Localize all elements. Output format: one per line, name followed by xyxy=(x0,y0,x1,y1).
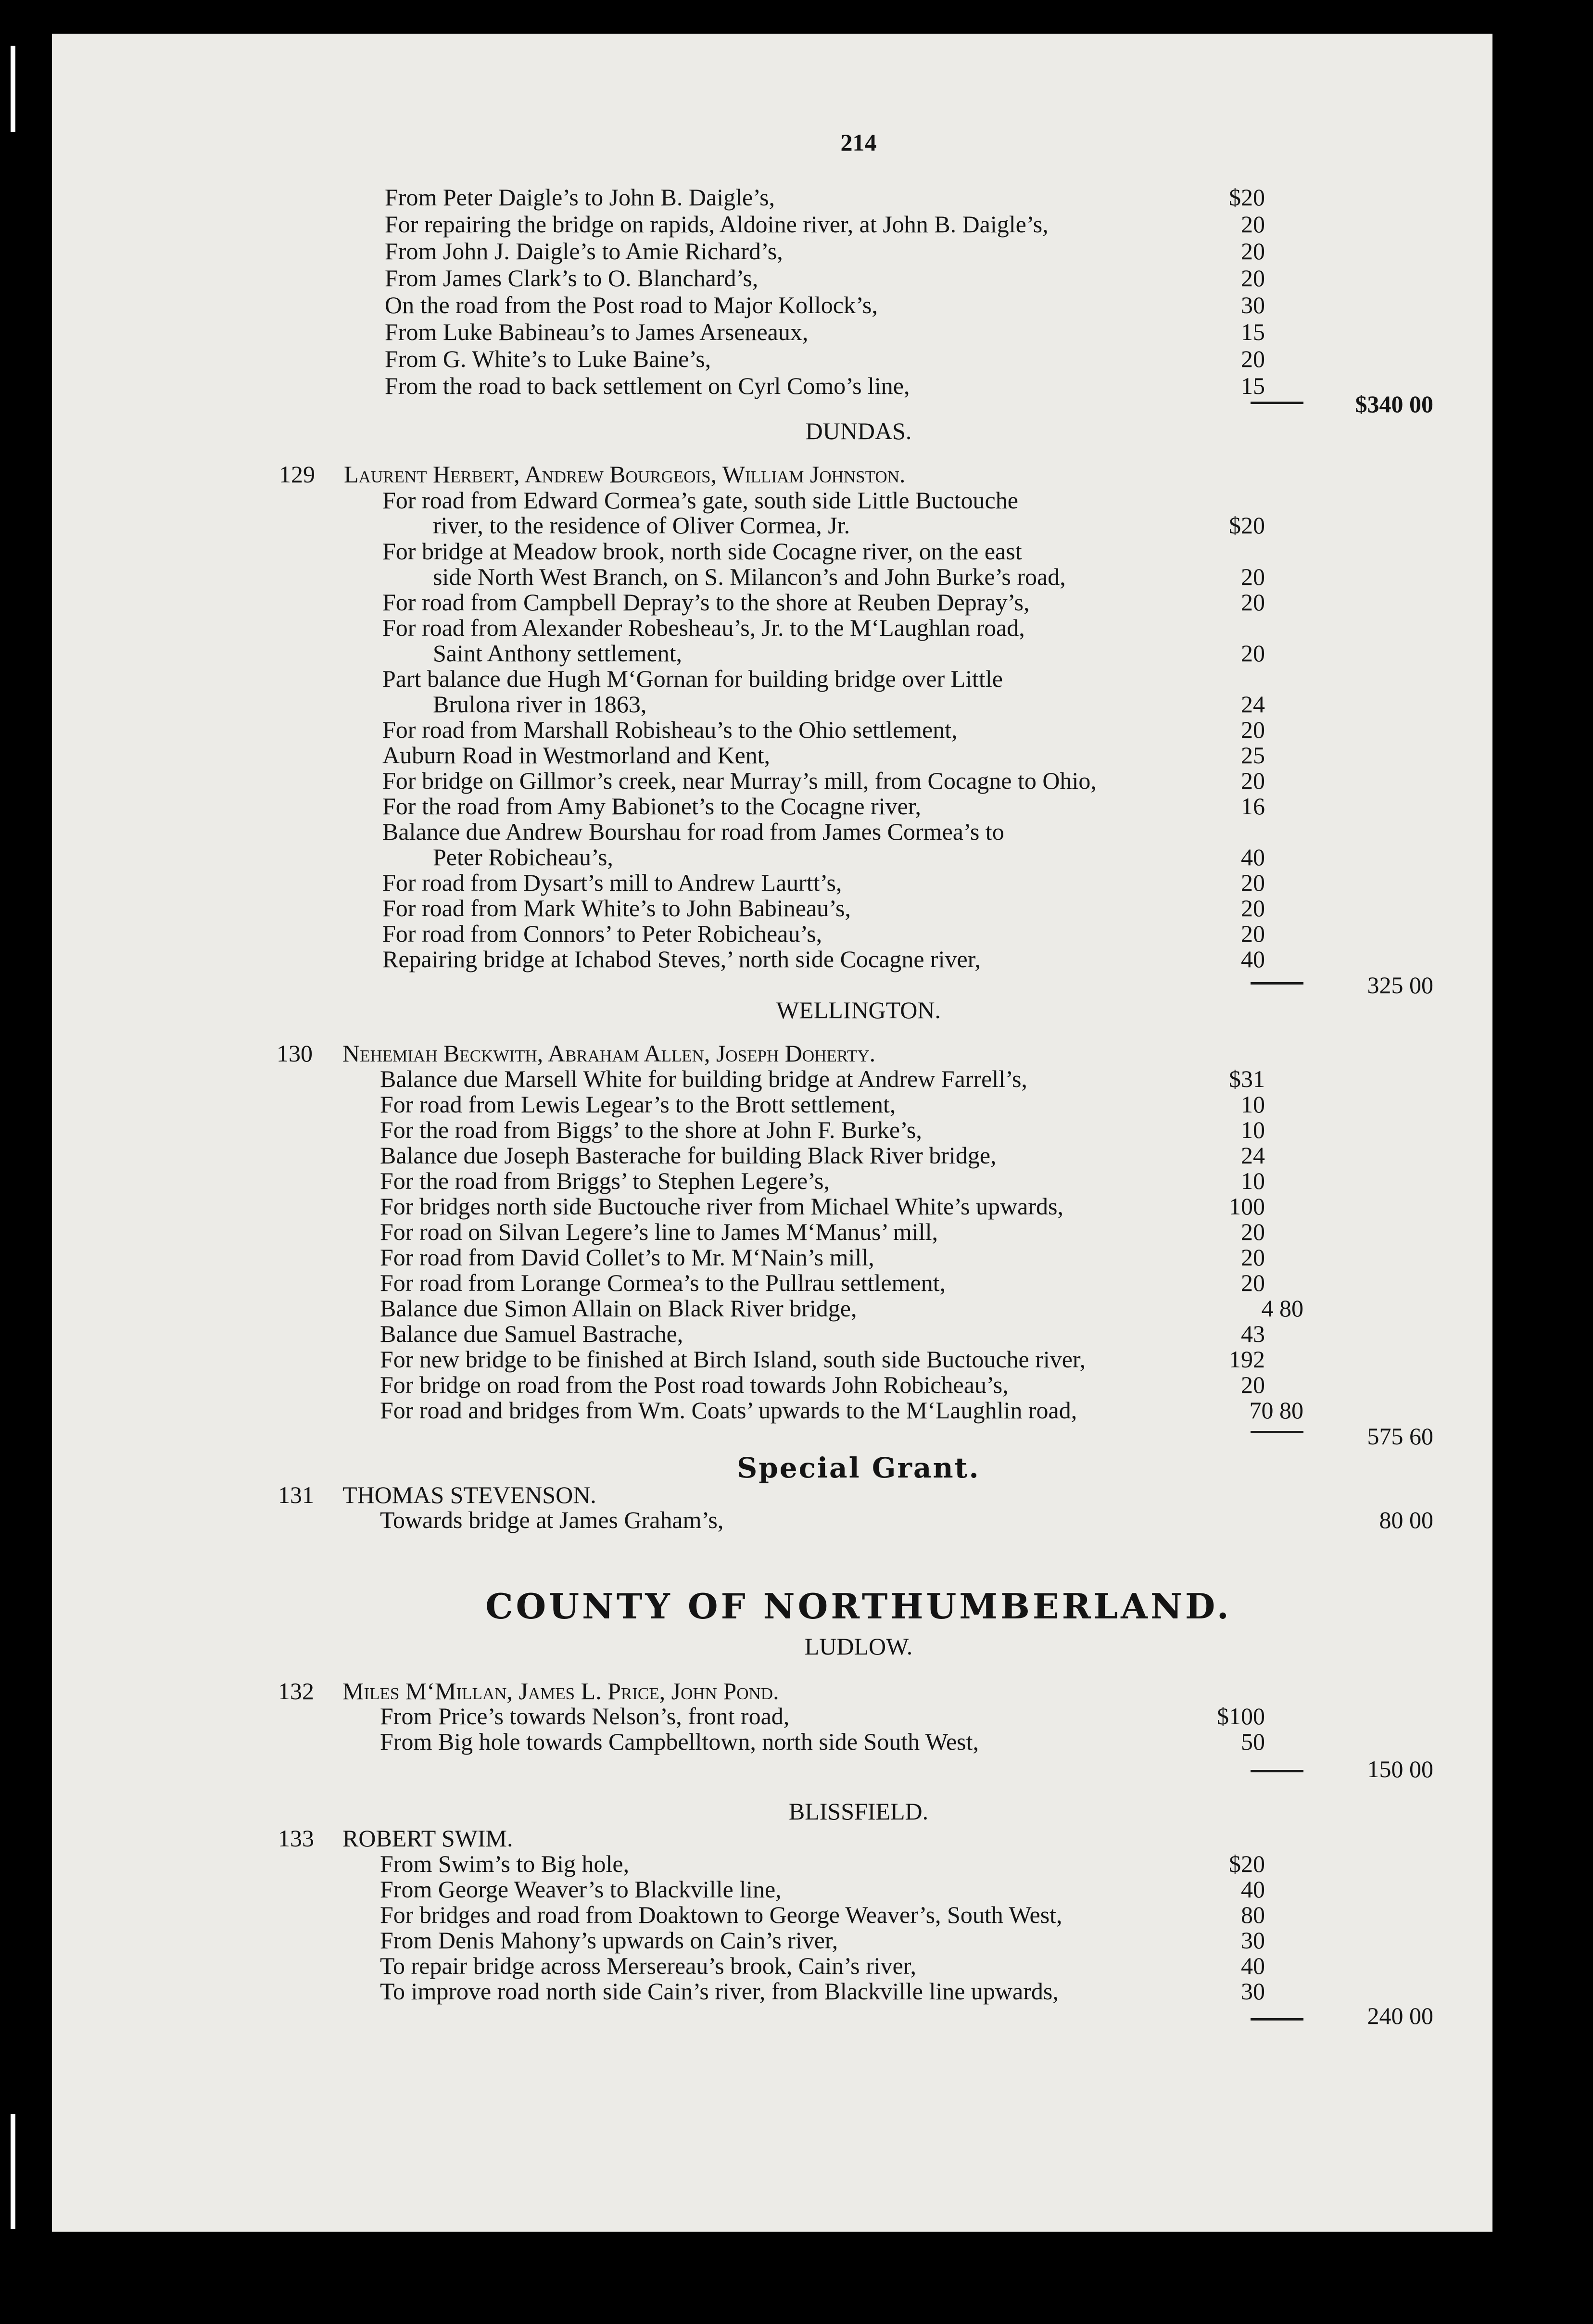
section-total: 325 00 xyxy=(1367,972,1433,998)
entry-amount: 43 xyxy=(1241,1320,1265,1347)
commissioners: ROBERT SWIM. xyxy=(342,1825,513,1852)
entry-amount: 20 xyxy=(1241,345,1265,372)
entry-text: For bridge at Meadow brook, north side Cocagne river, on the east xyxy=(382,538,1022,565)
entry-text: For new bridge to be finished at Birch Island, south side Buctouche river, xyxy=(380,1346,1086,1373)
entry-amount: 20 xyxy=(1241,1244,1265,1271)
entry-amount: 80 xyxy=(1241,1901,1265,1928)
entry-amount: $100 xyxy=(1217,1703,1265,1730)
section-total: 240 00 xyxy=(1367,2002,1433,2029)
entry-text: Balance due Simon Allain on Black River bridge, xyxy=(380,1295,857,1322)
entry-text: side North West Branch, on S. Milancon’s and John Burke’s road, xyxy=(433,563,1066,590)
entry-text: For road from Lewis Legear’s to the Brott settlement, xyxy=(380,1091,896,1118)
entry-amount: 20 xyxy=(1241,1218,1265,1245)
entry-amount: 20 xyxy=(1241,563,1265,590)
scan-edge-mark-bottom xyxy=(11,2114,15,2229)
entry-text: Balance due Samuel Bastrache, xyxy=(380,1320,683,1347)
entry-text: Repairing bridge at Ichabod Steves,’ north side Cocagne river, xyxy=(382,946,981,973)
entry-text: Towards bridge at James Graham’s, xyxy=(380,1506,724,1533)
entry-text: Balance due Marsell White for building bridge at Andrew Farrell’s, xyxy=(380,1065,1027,1092)
entry-text: For the road from Biggs’ to the shore at John F. Burke’s, xyxy=(380,1116,922,1143)
entry-text: For road from Mark White’s to John Babineau’s, xyxy=(382,895,851,922)
entry-text: For road from Dysart’s mill to Andrew Laurtt’s, xyxy=(382,869,842,896)
scan-edge-mark-top xyxy=(11,46,15,132)
section-total: $340 00 xyxy=(1355,391,1433,417)
entry-text: From Denis Mahony’s upwards on Cain’s river, xyxy=(380,1927,838,1954)
entry-text: Brulona river in 1863, xyxy=(433,691,647,718)
entry-text: For the road from Briggs’ to Stephen Legere’s, xyxy=(380,1167,830,1194)
entry-text: From Price’s towards Nelson’s, front road, xyxy=(380,1703,790,1730)
entry-text: To repair bridge across Mersereau’s brook, Cain’s river, xyxy=(380,1952,916,1979)
entry-amount: 20 xyxy=(1241,1269,1265,1296)
entry-text: For road from Marshall Robisheau’s to the Ohio settlement, xyxy=(382,716,958,743)
entry-text: On the road from the Post road to Major Kollock’s, xyxy=(385,291,878,318)
entry-amount: 20 xyxy=(1241,767,1265,794)
entry-amount: 10 xyxy=(1241,1167,1265,1194)
entry-amount: 20 xyxy=(1241,920,1265,947)
entry-text: For the road from Amy Babionet’s to the Cocagne river, xyxy=(382,793,921,820)
entry-text: From Big hole towards Campbelltown, north side South West, xyxy=(380,1728,979,1755)
section-total: 80 00 xyxy=(1379,1506,1433,1533)
commissioners: Miles M‘Millan, James L. Price, John Pond. xyxy=(342,1678,779,1705)
entry-text: Part balance due Hugh M‘Gornan for building bridge over Little xyxy=(382,665,1003,692)
commissioners: THOMAS STEVENSON. xyxy=(342,1481,596,1508)
entry-amount: 16 xyxy=(1241,793,1265,820)
entry-text: For road from David Collet’s to Mr. M‘Nain’s mill, xyxy=(380,1244,874,1271)
entry-amount: 30 xyxy=(1241,291,1265,318)
entry-text: Balance due Andrew Bourshau for road from James Cormea’s to xyxy=(382,818,1004,845)
entry-amount: 192 xyxy=(1229,1346,1265,1373)
entry-number: 129 xyxy=(279,461,315,488)
entry-text: For road on Silvan Legere’s line to James M‘Manus’ mill, xyxy=(380,1218,938,1245)
entry-amount: 15 xyxy=(1241,318,1265,345)
entry-amount: 20 xyxy=(1241,640,1265,667)
section-total: 150 00 xyxy=(1367,1756,1433,1782)
entry-text: Saint Anthony settlement, xyxy=(433,640,683,667)
entry-amount: 24 xyxy=(1241,691,1265,718)
entry-amount: 20 xyxy=(1241,265,1265,291)
section-total: 575 60 xyxy=(1367,1423,1433,1450)
section-heading-wellington: WELLINGTON. xyxy=(776,997,941,1023)
entry-amount: 25 xyxy=(1241,742,1265,769)
entry-amount: 10 xyxy=(1241,1091,1265,1118)
entry-text: From Swim’s to Big hole, xyxy=(380,1850,630,1877)
entry-number: 132 xyxy=(278,1678,314,1705)
entry-text: For road from Edward Cormea’s gate, south side Little Buctouche xyxy=(382,487,1018,514)
entry-amount: 20 xyxy=(1241,211,1265,238)
entry-amount: 40 xyxy=(1241,844,1265,871)
entry-text: Balance due Joseph Basterache for building Black River bridge, xyxy=(380,1142,997,1169)
entry-amount: 20 xyxy=(1241,1371,1265,1398)
entry-amount: 50 xyxy=(1241,1728,1265,1755)
section-heading-dundas: DUNDAS. xyxy=(805,417,912,444)
entry-text: From G. White’s to Luke Baine’s, xyxy=(385,345,711,372)
entry-amount: 20 xyxy=(1241,589,1265,616)
entry-text: river, to the residence of Oliver Cormea, Jr. xyxy=(433,512,850,539)
entry-amount: 15 xyxy=(1241,372,1265,399)
entry-amount: 30 xyxy=(1241,1978,1265,2005)
entry-text: For bridges north side Buctouche river from Michael White’s upwards, xyxy=(380,1193,1063,1220)
entry-text: From George Weaver’s to Blackville line, xyxy=(380,1876,782,1903)
entry-text: For road from Lorange Cormea’s to the Pullrau settlement, xyxy=(380,1269,946,1296)
subtotal-rule xyxy=(1251,1770,1303,1772)
entry-text: Auburn Road in Westmorland and Kent, xyxy=(382,742,771,769)
section-heading-ludlow: LUDLOW. xyxy=(804,1633,913,1660)
entry-text: For bridges and road from Doaktown to George Weaver’s, South West, xyxy=(380,1901,1062,1928)
entry-amount: 40 xyxy=(1241,1952,1265,1979)
entry-amount: 30 xyxy=(1241,1927,1265,1954)
subtotal-rule xyxy=(1251,402,1303,404)
entry-number: 131 xyxy=(278,1481,314,1508)
subtotal-rule xyxy=(1251,1431,1303,1433)
entry-text: For road from Campbell Depray’s to the shore at Reuben Depray’s, xyxy=(382,589,1030,616)
entry-text: From the road to back settlement on Cyrl Como’s line, xyxy=(385,372,910,399)
entry-amount: 10 xyxy=(1241,1116,1265,1143)
entry-text: Peter Robicheau’s, xyxy=(433,844,613,871)
entry-text: For road from Connors’ to Peter Robicheau’s, xyxy=(382,920,822,947)
page-number: 214 xyxy=(840,129,877,156)
subtotal-rule xyxy=(1251,2018,1303,2021)
entry-amount: 20 xyxy=(1241,238,1265,265)
subtotal-rule xyxy=(1251,982,1303,985)
commissioners: Laurent Herbert, Andrew Bourgeois, William Johnston. xyxy=(344,461,906,488)
entry-amount: 20 xyxy=(1241,895,1265,922)
entry-text: For road and bridges from Wm. Coats’ upwards to the M‘Laughlin road, xyxy=(380,1397,1077,1424)
entry-amount: $20 xyxy=(1229,1850,1265,1877)
commissioners: Nehemiah Beckwith, Abraham Allen, Joseph Doherty. xyxy=(342,1040,876,1067)
entry-number: 130 xyxy=(277,1040,313,1067)
entry-amount: 40 xyxy=(1241,1876,1265,1903)
entry-amount: 70 80 xyxy=(1249,1397,1303,1424)
entry-amount: $20 xyxy=(1229,512,1265,539)
entry-text: From James Clark’s to O. Blanchard’s, xyxy=(385,265,759,291)
entry-text: For bridge on Gillmor’s creek, near Murray’s mill, from Cocagne to Ohio, xyxy=(382,767,1097,794)
entry-amount: $20 xyxy=(1229,184,1265,211)
entry-text: For bridge on road from the Post road towards John Robicheau’s, xyxy=(380,1371,1009,1398)
entry-number: 133 xyxy=(278,1825,314,1852)
entry-amount: 24 xyxy=(1241,1142,1265,1169)
entry-text: For road from Alexander Robesheau’s, Jr. to the M‘Laughlan road, xyxy=(382,614,1025,641)
county-heading: COUNTY OF NORTHUMBERLAND. xyxy=(485,1586,1232,1627)
entry-amount: 20 xyxy=(1241,869,1265,896)
entry-text: From John J. Daigle’s to Amie Richard’s, xyxy=(385,238,783,265)
entry-text: For repairing the bridge on rapids, Aldoine river, at John B. Daigle’s, xyxy=(385,211,1049,238)
entry-text: From Peter Daigle’s to John B. Daigle’s, xyxy=(385,184,775,211)
entry-amount: 4 80 xyxy=(1261,1295,1303,1322)
entry-amount: 40 xyxy=(1241,946,1265,973)
entry-text: To improve road north side Cain’s river, from Blackville line upwards, xyxy=(380,1978,1059,2005)
section-heading-special-grant: Special Grant. xyxy=(737,1452,980,1484)
section-heading-blissfield: BLISSFIELD. xyxy=(788,1798,929,1825)
entry-amount: 100 xyxy=(1229,1193,1265,1220)
entry-amount: 20 xyxy=(1241,716,1265,743)
entry-text: From Luke Babineau’s to James Arseneaux, xyxy=(385,318,809,345)
entry-amount: $31 xyxy=(1229,1065,1265,1092)
